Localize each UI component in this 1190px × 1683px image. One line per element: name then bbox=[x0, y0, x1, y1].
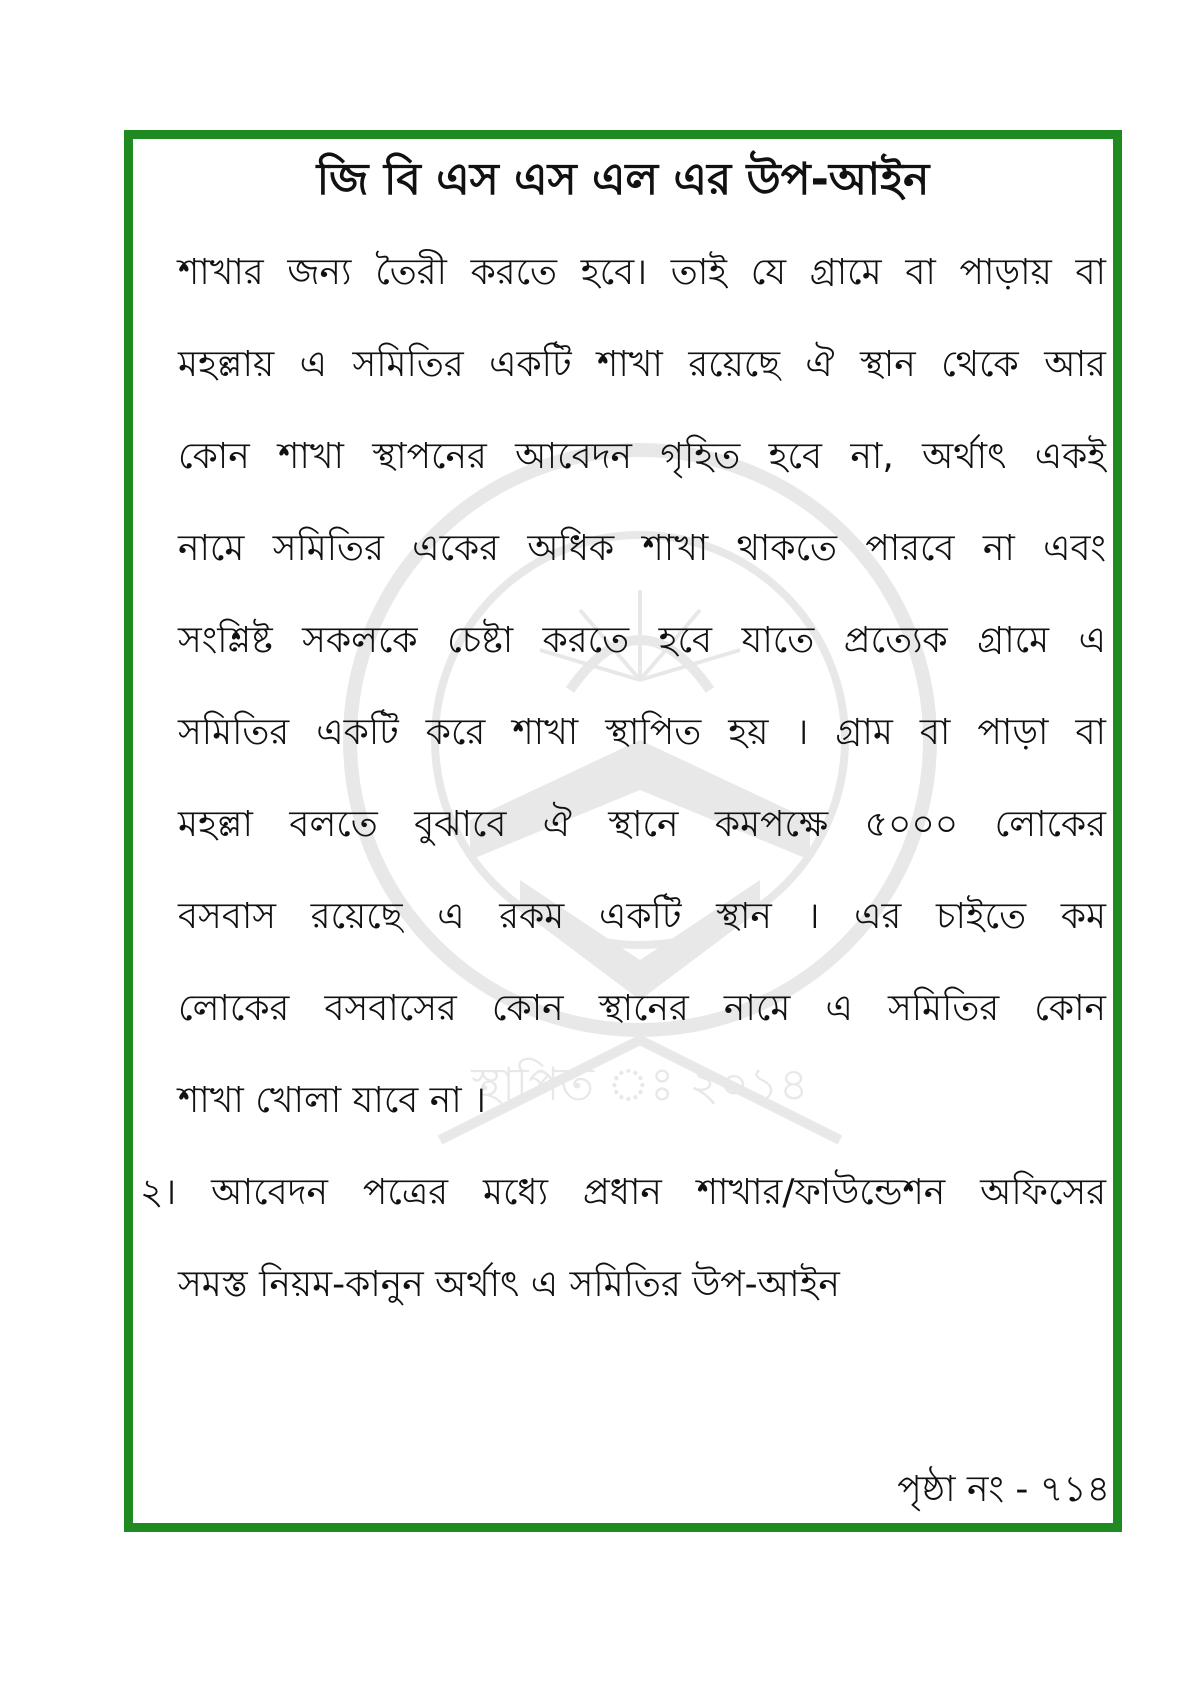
paragraph-line-7: মহল্লা বলতে বুঝাবে ঐ স্থানে কমপক্ষে ৫০০০ লোকের bbox=[178, 804, 1106, 845]
paragraph-line-4: নামে সমিতির একের অধিক শাখা থাকতে পারবে না এবং bbox=[178, 528, 1106, 569]
item-2-line-2: সমস্ত নিয়ম-কানুন অর্থাৎ এ সমিতির উপ-আইন bbox=[178, 1264, 840, 1305]
page-title: জি বি এস এস এল এর উপ-আইন bbox=[316, 154, 930, 205]
paragraph-line-3: কোন শাখা স্থাপনের আবেদন গৃহিত হবে না, অর্থাৎ একই bbox=[178, 436, 1106, 477]
page-number: পৃষ্ঠা নং - ৭১৪ bbox=[897, 1469, 1110, 1510]
paragraph-line-1: শাখার জন্য তৈরী করতে হবে। তাই যে গ্রামে বা পাড়ায় বা bbox=[178, 252, 1106, 293]
paragraph-line-6: সমিতির একটি করে শাখা স্থাপিত হয় । গ্রাম বা পাড়া বা bbox=[178, 712, 1106, 753]
paragraph-line-5: সংশ্লিষ্ট সকলকে চেষ্টা করতে হবে যাতে প্রত্যেক গ্রামে এ bbox=[178, 620, 1106, 661]
paragraph-line-9: লোকের বসবাসের কোন স্থানের নামে এ সমিতির কোন bbox=[178, 988, 1106, 1029]
paragraph-line-8: বসবাস রয়েছে এ রকম একটি স্থান । এর চাইতে কম bbox=[178, 896, 1106, 937]
item-2-line-1: ২। আবেদন পত্রের মধ্যে প্রধান শাখার/ফাউন্ডেশন অফিসের bbox=[140, 1172, 1106, 1213]
paragraph-line-10: শাখা খোলা যাবে না । bbox=[178, 1080, 487, 1121]
paragraph-line-2: মহল্লায় এ সমিতির একটি শাখা রয়েছে ঐ স্থান থেকে আর bbox=[178, 344, 1106, 385]
watermark-established-text: স্থাপিত ঃ ২০১৪ bbox=[471, 1057, 809, 1111]
